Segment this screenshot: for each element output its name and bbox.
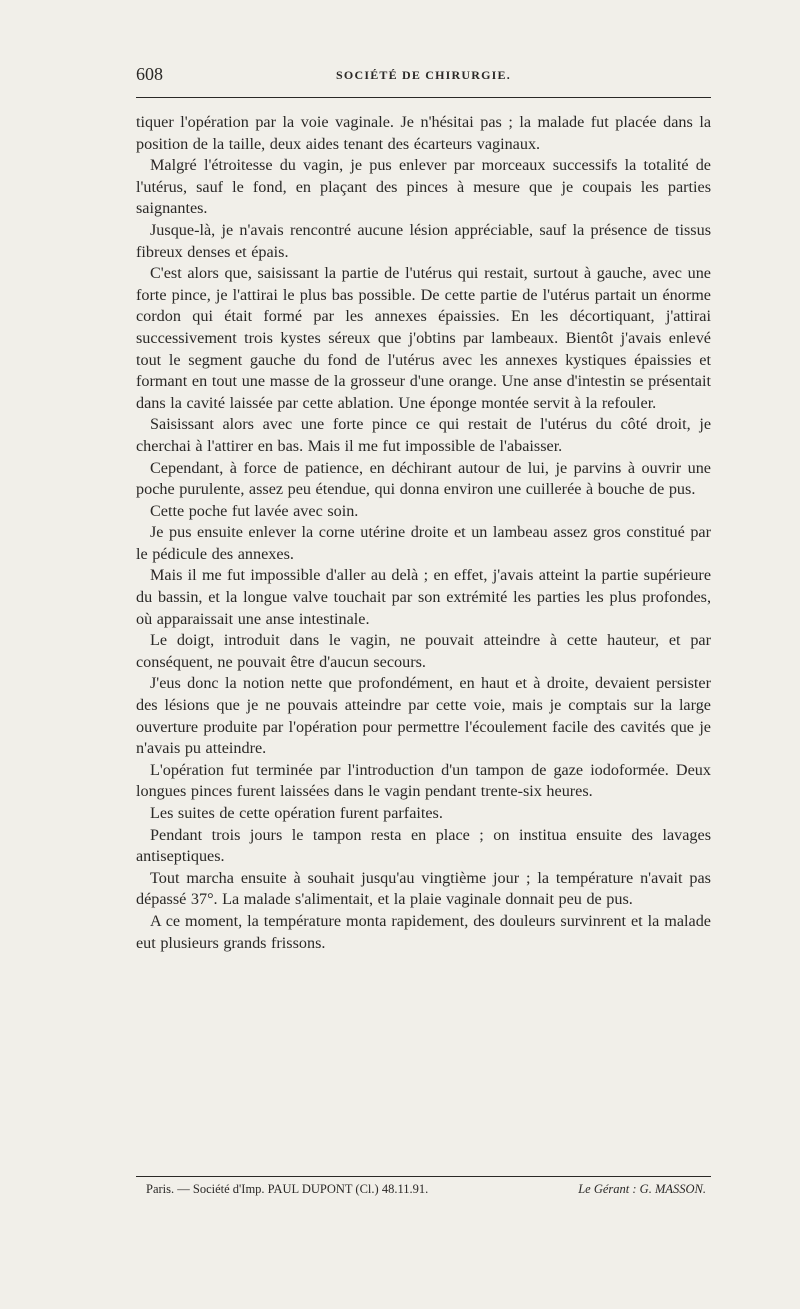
paragraph: Saisissant alors avec une forte pince ce qui restait de l'utérus du côté droit, je cherchai à l'attirer en bas. Mais il me fut impossible de l'abaisser.	[136, 415, 711, 455]
footer-rule	[136, 1176, 711, 1177]
paragraph: Cependant, à force de patience, en déchirant autour de lui, je parvins à ouvrir une poche purulente, assez peu étendue, qui donna environ une cuillerée à bouche de pus.	[136, 458, 711, 499]
paragraph: Les suites de cette opération furent parfaites.	[150, 804, 443, 822]
paragraph: Le doigt, introduit dans le vagin, ne pouvait atteindre à cette hauteur, et par conséquent, ne pouvait être d'aucun secours.	[136, 631, 711, 671]
paragraph: Mais il me fut impossible d'aller au delà ; en effet, j'avais atteint la partie supérieure du bassin, et la longue valve touchait par son extrémité les parties les plus profondes, où apparaissait une anse intestinale.	[136, 566, 711, 628]
paragraph: A ce moment, la température monta rapidement, des douleurs survinrent et la malade eut plusieurs grands frissons.	[136, 911, 711, 952]
paragraph: Tout marcha ensuite à souhait jusqu'au vingtième jour ; la température n'avait pas dépassé 37°. La malade s'alimentait, et la plaie vaginale donnait peu de pus.	[136, 868, 711, 909]
paragraph: Malgré l'étroitesse du vagin, je pus enlever par morceaux successifs la totalité de l'utérus, sauf le fond, en plaçant des pinces à mesure que je coupais les parties saignantes.	[136, 156, 711, 218]
page-footer	[146, 1182, 706, 1197]
paragraph: tiquer l'opération par la voie vaginale. Je n'hésitai pas ; la malade fut placée dans la position de la taille, deux aides tenant des écarteurs vaginaux.	[136, 113, 711, 153]
paragraph: Jusque-là, je n'avais rencontré aucune lésion appréciable, sauf la présence de tissus fibreux denses et épais.	[136, 220, 711, 261]
header-rule	[136, 97, 711, 98]
running-title: SOCIÉTÉ DE CHIRURGIE.	[336, 68, 511, 82]
paragraph: C'est alors que, saisissant la partie de l'utérus qui restait, surtout à gauche, avec une forte pince, je l'attirai le plus bas possible. De cette partie de l'utérus partait un énorme cordon qui était formé par les annexes épaissies. En les décortiquant, j'attirai successivement trois kystes séreux que j'obtins par lambeaux. Bientôt j'avais enlevé tout le segment gauche du fond de l'utérus avec les annexes kystiques épaissies et formant en tout une masse de la grosseur d'une orange. Une anse d'intestin se présentait dans la cavité laissée par cette ablation. Une éponge montée servit à la refouler.	[136, 264, 711, 412]
body-text	[136, 112, 711, 954]
paragraph: Je pus ensuite enlever la corne utérine droite et un lambeau assez gros constitué par le pédicule des annexes.	[136, 523, 711, 563]
paragraph: J'eus donc la notion nette que profondément, en haut et à droite, devaient persister des lésions que je ne pouvais atteindre par cette voie, mais je comptais sur la large ouverture produite par l'opération pour permettre l'écoulement facile des cavités que je n'avais pu atteindre.	[136, 674, 711, 758]
paragraph: Cette poche fut lavée avec soin.	[150, 501, 359, 520]
manager-imprint: Le Gérant : G. MASSON.	[578, 1182, 706, 1196]
paragraph: L'opération fut terminée par l'introduction d'un tampon de gaze iodoformée. Deux longues pinces furent laissées dans le vagin pendant trente-six heures.	[136, 760, 711, 801]
printer-imprint: Paris. — Société d'Imp. PAUL DUPONT (Cl.) 48.11.91.	[146, 1182, 429, 1196]
page-header	[136, 64, 711, 92]
paragraph: Pendant trois jours le tampon resta en place ; on institua ensuite des lavages antiseptiques.	[136, 825, 711, 866]
page-number: 608	[136, 64, 163, 84]
